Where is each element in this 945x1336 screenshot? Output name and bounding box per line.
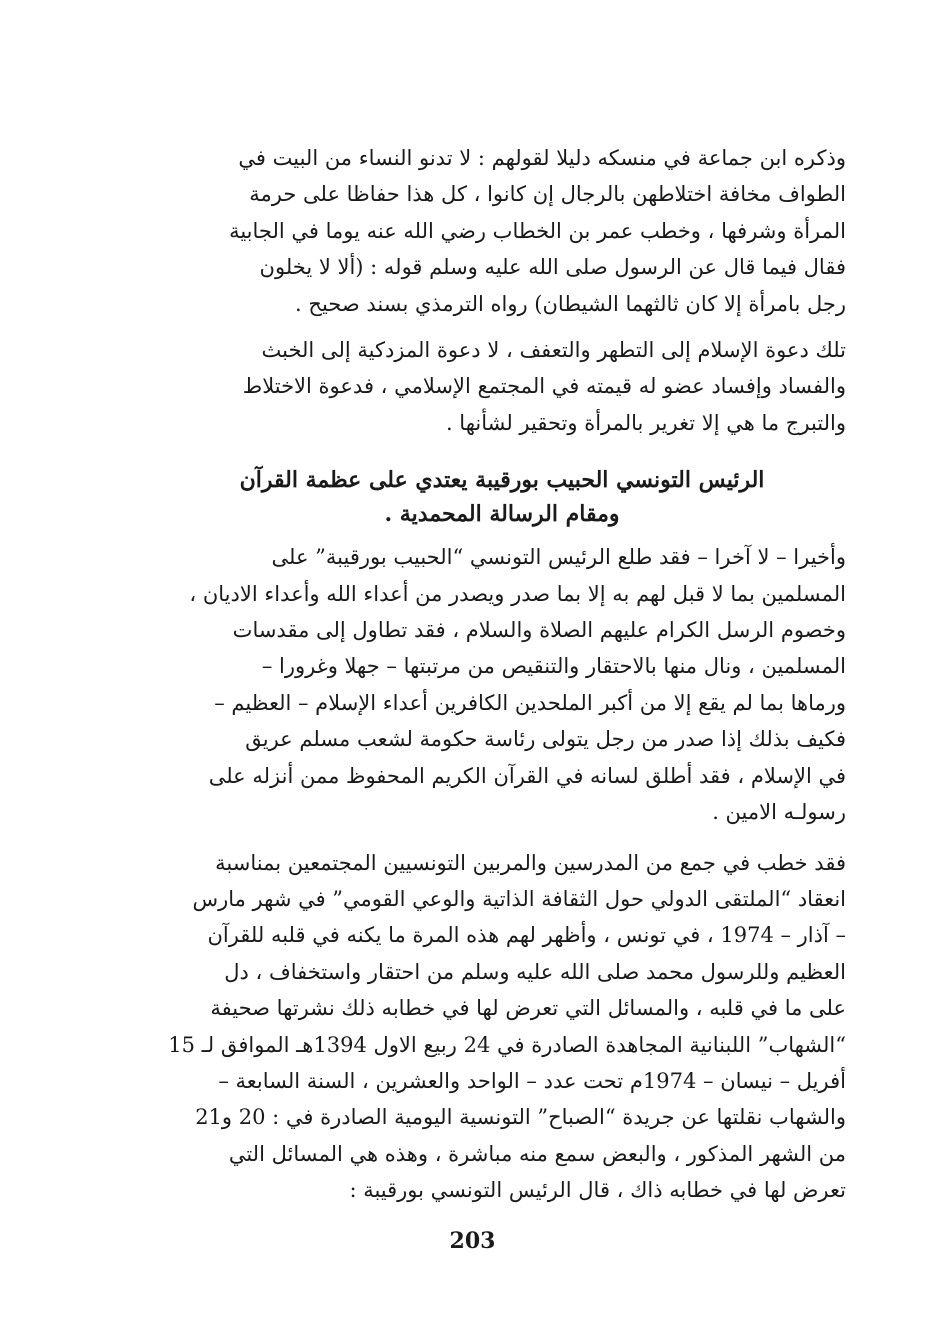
text-line: المرأة وشرفها ، وخطب عمر بن الخطاب رضي الله عنه يوما في الجابية [229, 218, 846, 243]
text-line: فكيف بذلك إذا صدر من رجل يتولى رئاسة حكومة لشعب مسلم عريق [245, 727, 846, 752]
heading-line: الرئيس التونسي الحبيب بورقيبة يعتدي على عظمة القرآن [239, 467, 765, 494]
text-line: فقد خطب في جمع من المدرسين والمربين التونسيين المجتمعين بمناسبة [215, 850, 846, 875]
text-line: وخصوم الرسل الكرام عليهم الصلاة والسلام ، فقد تطاول إلى مقدسات [232, 618, 846, 643]
text-line: رسولـه الامين . [712, 800, 846, 825]
paragraph-2 [158, 332, 846, 441]
paragraph-3 [158, 539, 846, 830]
text-line: وذكره ابن جماعة في منسكه دليلا لقولهم : لا تدنو النساء من البيت في [238, 146, 846, 170]
text-line: فقال فيما قال عن الرسول صلى الله عليه وسلم قوله : (ألا لا يخلون [259, 255, 846, 280]
page-number: 203 [449, 1228, 496, 1254]
text-line: “الشهاب” اللبنانية المجاهدة الصادرة في 24 ربيع الاول 1394هـ الموافق لـ 15 [168, 1032, 846, 1057]
text-line: رجل بامرأة إلا كان ثالثهما الشيطان) رواه الترمذي بسند صحيح . [295, 291, 846, 316]
section-heading [158, 463, 846, 531]
text-line: من الشهر المذكور ، والبعض سمع منه مباشرة ، وهذه هي المسائل التي [228, 1141, 846, 1166]
text-line: تلك دعوة الإسلام إلى التطهر والتعفف ، لا دعوة المزدكية إلى الخبث [261, 338, 846, 363]
text-line: والفساد وإفساد عضو له قيمته في المجتمع الإسلامي ، فدعوة الاختلاط [242, 374, 846, 399]
text-line: الطواف مخافة اختلاطهن بالرجال إن كانوا ، كل هذا حفاظا على حرمة [249, 182, 846, 207]
text-line: على ما في قلبه ، والمسائل التي تعرض لها في خطابه ذلك نشرتها صحيفة [210, 996, 846, 1021]
text-line: تعرض لها في خطابه ذاك ، قال الرئيس التونسي بورقيبة : [349, 1178, 846, 1203]
text-line: ورماها بما لم يقع إلا من أكبر الملحدين الكافرين أعداء الإسلام – العظيم – [214, 690, 846, 715]
text-line: وأخيرا – لا آخرا – فقد طلع الرئيس التونسي “الحبيب بورقيبة” على [271, 545, 846, 570]
text-line: المسلمين ، ونال منها بالاحتقار والتنقيص من مرتبتها – جهلا وغرورا – [261, 654, 846, 679]
text-line: – آذار – 1974 ، في تونس ، وأظهر لهم هذه المرة ما يكنه في قلبه للقرآن [207, 923, 846, 948]
text-line: المسلمين بما لا قبل لهم به إلا بما صدر ويصدر من أعداء الله وأعداء الاديان ، [189, 581, 846, 606]
text-line: أفريل – نيسان – 1974م تحت عدد – الواحد والعشرين ، السنة السابعة – [218, 1068, 846, 1093]
paragraph-4 [158, 845, 846, 1209]
text-line: والتبرج ما هي إلا تغرير بالمرأة وتحقير لشأنها . [445, 410, 846, 435]
text-line: في الإسلام ، فقد أطلق لسانه في القرآن الكريم المحفوظ ممن أنزله على [208, 763, 846, 788]
text-line: العظيم وللرسول محمد صلى الله عليه وسلم من احتقار واستخفاف ، دل [224, 959, 846, 984]
text-line: والشهاب نقلتها عن جريدة “الصباح” التونسية اليومية الصادرة في : 20 و21 [195, 1105, 846, 1130]
text-line: انعقاد “الملتقى الدولي حول الثقافة الذاتية والوعي القومي” في شهر مارس [192, 886, 846, 911]
text-column [158, 140, 846, 1209]
paragraph-1 [158, 140, 846, 322]
heading-line: ومقام الرسالة المحمدية . [384, 501, 620, 528]
